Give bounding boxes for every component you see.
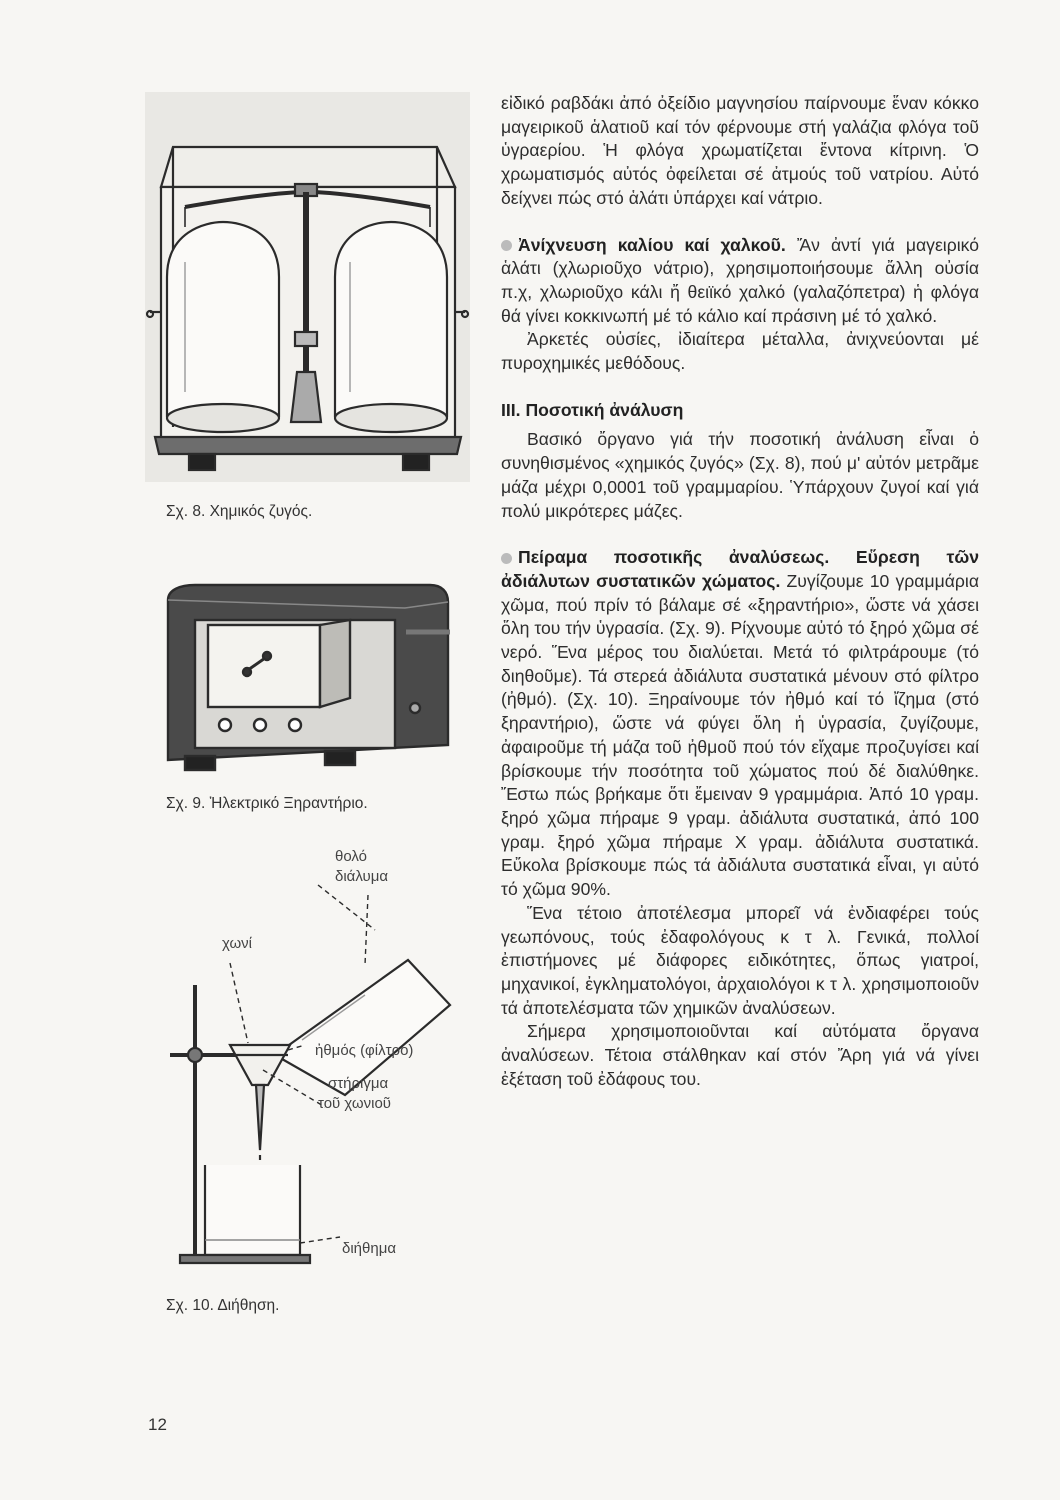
paragraph-4: Βασικό ὄργανο γιά τήν ποσοτική ἀνάλυση εἶναι ὁ συνηθισμένος «χημικός ζυγός» (Σχ. 8), πού μ' αὐτόν μετρᾶμε μάζα μέχρι 0,0001 τοῦ γραμμαρίου. Ὑπάρχουν ζυγοί καί γιά πολύ μικρότερες μάζες. <box>501 429 979 521</box>
label-choni: χωνί <box>222 935 253 952</box>
fig10-caption: Σχ. 10. Διήθηση. <box>166 1297 280 1314</box>
balance-figure <box>145 92 470 482</box>
section-title-experiment: Πείραμα ποσοτικῆς ἀναλύσεως. Εὕρεση τῶν ἀδιάλυτων συστατικῶν χώματος. <box>501 547 979 591</box>
paragraph-6: Ἕνα τέτοιο ἀποτέλεσμα μπορεῖ νά ἐνδιαφέρει τούς γεωπόνους, τούς ἐδαφολόγους κ τ λ. Γενικά, πολλοί ἐπιστήμονες μέ διάφορες ειδικότητες, ὅπως γιατροί, μηχανικοί, ἐγκληματολόγοι, ἀρχαιολόγοι κ τ λ. χρησιμοποιοῦν τά ἀποτελέσματα τῶν χημικῶν ἀναλύσεων. <box>501 902 979 1018</box>
label-dithima: διήθημα <box>342 1240 397 1257</box>
paragraph-1: εἰδικό ραβδάκι ἀπό ὀξείδιο μαγνησίου παίρνουμε ἕναν κόκκο μαγειρικοῦ ἁλατιοῦ καί τόν φέρνουμε στή γαλάζια φλόγα τοῦ ὑγραερίου. Ἡ φλόγα χρωματίζεται ἔντονα κίτρινη. Ὁ χρωματισμός αὐτός ὀφείλεται σέ ἀτμούς τοῦ νατρίου. Αὐτό δείχνει πώς στό ἁλάτι ὑπάρχει καί νάτριο. <box>501 93 979 208</box>
paragraph-7: Σήμερα χρησιμοποιοῦνται καί αὐτόματα ὄργανα ἀναλύσεων. Τέτοια στάλθηκαν καί στόν Ἄρη γιά νά γίνει ἐξέταση τοῦ ἐδάφους του. <box>501 1021 979 1089</box>
fig8-caption: Σχ. 8. Χημικός ζυγός. <box>166 503 313 520</box>
label-ithmos: ἠθμός (φίλτρο) <box>315 1042 414 1059</box>
paragraph-5 <box>501 546 979 902</box>
paragraph-2-text: Ἄν ἀντί γιά μαγειρικό ἁλάτι (χλωριοῦχο νάτριο), χρησιμοποιήσουμε ἄλλη οὐσία π.χ, χλωριοῦχο κάλι ἤ θειϊκό χαλκό (γαλαζόπετρα) ἡ φλόγα θά γίνει κοκκινωπή μέ τό κάλιο καί πράσινη μέ τό χαλκό. <box>501 234 980 326</box>
label-tholo-line1: θολό <box>335 848 368 865</box>
page-number: 12 <box>148 1415 167 1434</box>
fig9-caption: Σχ. 9. Ἠλεκτρικό Ξηραντήριο. <box>166 795 368 812</box>
section-title-potassium-copper: Ἀνίχνευση καλίου καί χαλκοῦ. <box>518 234 786 255</box>
label-stirigma-line2: τοῦ χωνιοῦ <box>318 1095 391 1112</box>
body-text <box>501 92 979 1091</box>
bullet-icon <box>501 553 512 564</box>
filtration-figure <box>160 845 460 1275</box>
paragraph-3: Ἀρκετές οὐσίες, ἰδιαίτερα μέταλλα, ἀνιχνεύονται μέ πυροχημικές μεθόδους. <box>501 329 979 374</box>
label-tholo-line2: διάλυμα <box>335 868 389 885</box>
paragraph-5-text: Ζυγίζουμε 10 γραμμάρια χῶμα, πού πρίν τό βάλαμε σέ «ξηραντήριο», ὥστε νά χάσει ὅλη του τήν ὑγρασία. (Σχ. 9). Ρίχνουμε αὐτό τό ξηρό χῶμα σέ νερό. Ἕνα μέρος του διαλύεται. Μετά τό φιλτράρουμε (τό διηθοῦμε). Τά στερεά ἀδιάλυτα συστατικά μένουν στό φίλτρο (ἠθμό). (Σχ. 10). Ξηραίνουμε τόν ἠθμό καί τό ἴζημα (στό ξηραντήριο), ὥστε νά φύγει ὅλη ἡ ὑγρασία, ζυγίζουμε, ἀφαιροῦμε τή μάζα τοῦ ἠθμοῦ πού τόν εἴχαμε προζυγίσει καί βρίσκουμε τήν ποσότητα τοῦ χώματος πού δέ διαλύθηκε. Ἔστω πώς βρήκαμε ὅτι ἔμειναν 9 γραμμάρια. Ἀπό 10 γραμ. ξηρό χῶμα πήραμε 9 γραμ. ἀδιάλυτα συστατικά, ἀπό 100 γραμ. ξηρό χῶμα πήραμε Χ γραμ. ἀδιάλυτα συστατικά. Εὔκολα βρίσκουμε πώς τά ἀδιάλυτα συστατικά εἶναι, γι αὐτό τό χῶμα 90%. <box>501 570 979 900</box>
paragraph-2 <box>501 234 979 329</box>
drying-oven-figure <box>150 580 460 780</box>
section-heading-quantitative: ΙΙΙ. Ποσοτική ἀνάλυση <box>501 399 684 420</box>
bullet-icon <box>501 240 512 251</box>
label-stirigma-line1: στήριγμα <box>328 1075 389 1092</box>
